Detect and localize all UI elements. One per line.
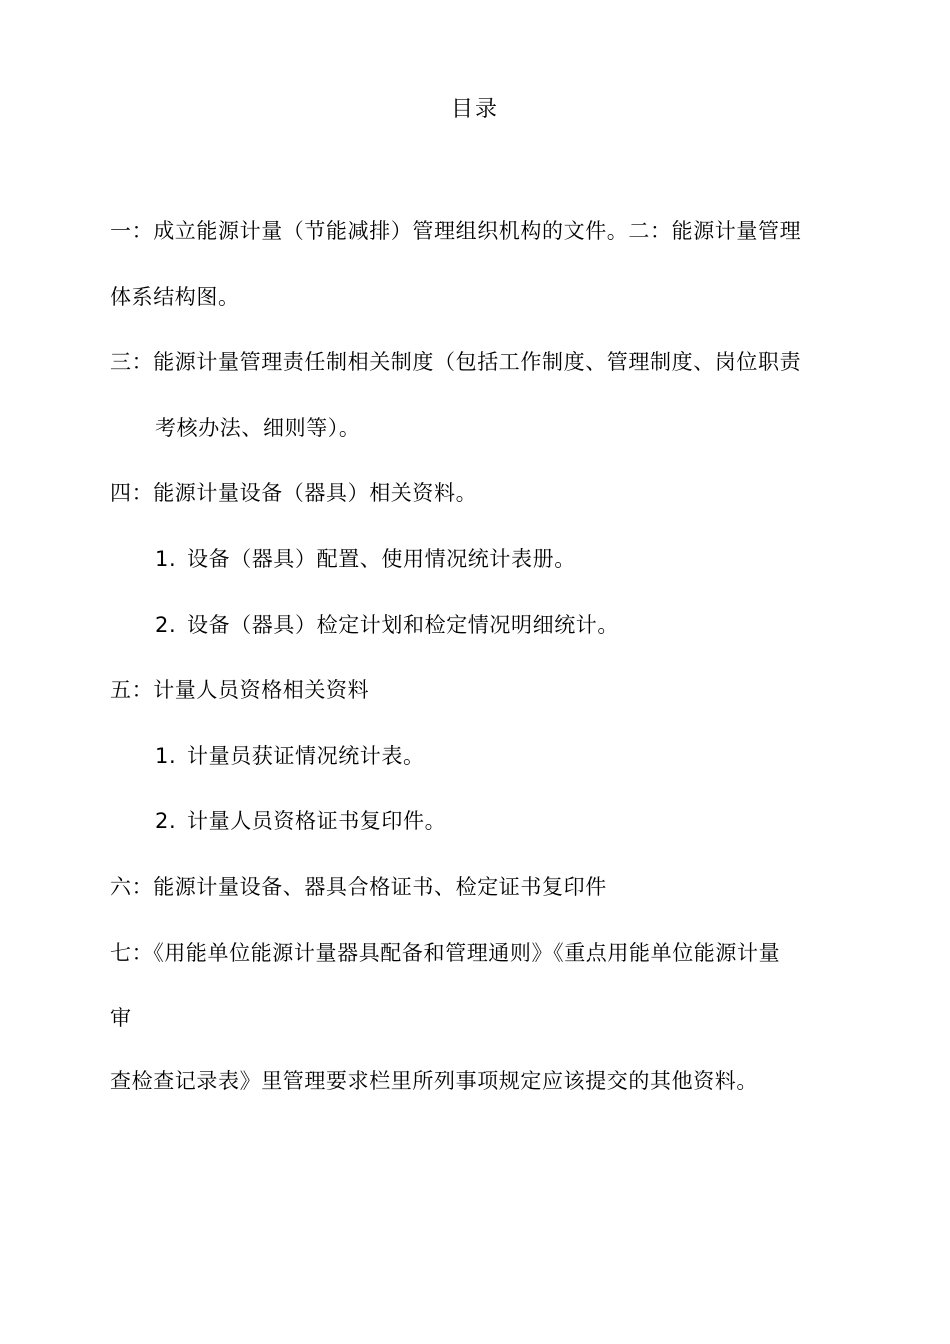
subitem-text: 计量员获证情况统计表。 [187,744,425,768]
subitem-number: 1. [155,744,177,768]
toc-item-7: 七：《用能单位能源计量器具配备和管理通则》《重点用能单位能源计量 [110,941,781,965]
subitem-text: 设备（器具）配置、使用情况统计表册。 [187,547,576,571]
toc-item-7-continued-b: 查检查记录表》里管理要求栏里所列事项规定应该提交的其他资料。 [110,1069,758,1093]
toc-subitem-5-2 [155,806,446,836]
toc-item-1: 一：成立能源计量（节能减排）管理组织机构的文件。二：能源计量管理 [110,219,802,243]
toc-item-4: 四：能源计量设备（器具）相关资料。 [110,481,478,505]
subitem-number: 2. [155,613,177,637]
page-title: 目录 [450,97,499,122]
subitem-number: 2. [155,809,177,833]
subitem-number: 1. [155,547,177,571]
toc-item-5: 五：计量人员资格相关资料 [110,678,370,702]
toc-item-1-continued: 体系结构图。 [110,285,240,309]
subitem-text: 计量人员资格证书复印件。 [187,809,447,833]
toc-subitem-4-1 [155,544,576,574]
toc-subitem-4-2 [155,610,619,640]
toc-item-7-continued-a: 审 [110,1006,132,1030]
subitem-text: 设备（器具）检定计划和检定情况明细统计。 [187,613,619,637]
toc-subitem-5-1 [155,741,425,771]
toc-item-3-continued: 考核办法、细则等）。 [155,416,361,440]
toc-item-3: 三：能源计量管理责任制相关制度（包括工作制度、管理制度、岗位职责 [110,350,802,374]
toc-item-6: 六：能源计量设备、器具合格证书、检定证书复印件 [110,875,607,899]
